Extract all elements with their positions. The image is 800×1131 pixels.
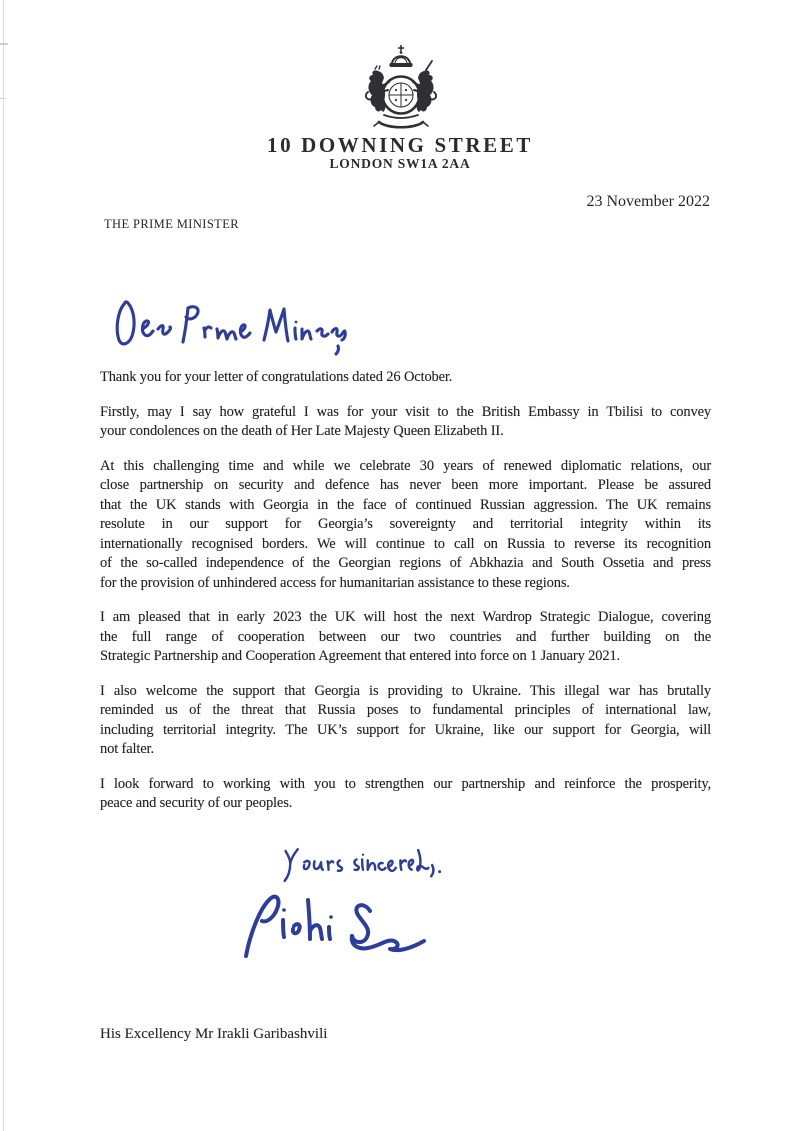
body-paragraph [100,608,711,667]
body-line: the full range of cooperation between our two countries and further building on the [100,628,711,645]
body-line: internationally recognised borders. We will continue to call on Russia to reverse its recognition [100,535,711,552]
recipient-name: His Excellency Mr Irakli Garibashvili [100,1026,328,1042]
body-line: At this challenging time and while we celebrate 30 years of renewed diplomatic relations, our [100,457,711,474]
body-line: Firstly, may I say how grateful I was for your visit to the British Embassy in Tbilisi to convey [100,403,711,420]
body-line: I look forward to working with you to strengthen our partnership and reinforce the prosperity, [100,775,711,792]
scan-edge-artifact [0,43,8,45]
sender-title: THE PRIME MINISTER [104,217,239,231]
body-line: Thank you for your letter of congratulations dated 26 October. [100,369,453,385]
body-paragraph [100,368,711,388]
body-line: I am pleased that in early 2023 the UK will host the next Wardrop Strategic Dialogue, covering [100,609,711,625]
body-line: resolute in our support for Georgia’s sovereignty and territorial integrity within its [100,516,711,532]
body-paragraph [100,775,711,814]
body-line: for the provision of unhindered access for humanitarian assistance to these regions. [100,574,570,591]
body-line: close partnership on security and defence has never been more important. Please be assured [100,477,711,493]
body-paragraph [100,403,711,442]
handwritten-salutation [112,298,347,356]
body-paragraph [100,682,711,760]
royal-coat-of-arms-icon [356,44,446,136]
body-line: peace and security of our peoples. [100,795,293,811]
body-line: I also welcome the support that Georgia is providing to Ukraine. This illegal war has brutally [100,682,711,699]
body-line: not falter. [100,741,154,757]
body-line: Strategic Partnership and Cooperation Agreement that entered into force on 1 January 2021. [100,648,621,664]
body-line: reminded us of the threat that Russia poses to fundamental principles of international law, [100,702,711,718]
handwritten-signature [234,886,439,964]
body-line: including territorial integrity. The UK’s support for Ukraine, like our support for Georgia, will [100,721,711,738]
letterhead-address-line1: 10 DOWNING STREET [267,133,533,157]
letterhead-address-line2: LONDON SW1A 2AA [329,156,471,171]
letter-body [100,368,711,829]
handwritten-valediction [280,846,448,886]
body-line: of the so-called independence of the Georgian regions of Abkhazia and South Ossetia and press [100,555,711,571]
scan-edge-artifact [0,98,6,99]
body-paragraph [100,457,711,594]
body-line: that the UK stands with Georgia in the face of continued Russian aggression. The UK remains [100,496,711,513]
body-line: your condolences on the death of Her Late Majesty Queen Elizabeth II. [100,423,504,439]
letter-date: 23 November 2022 [586,193,710,210]
